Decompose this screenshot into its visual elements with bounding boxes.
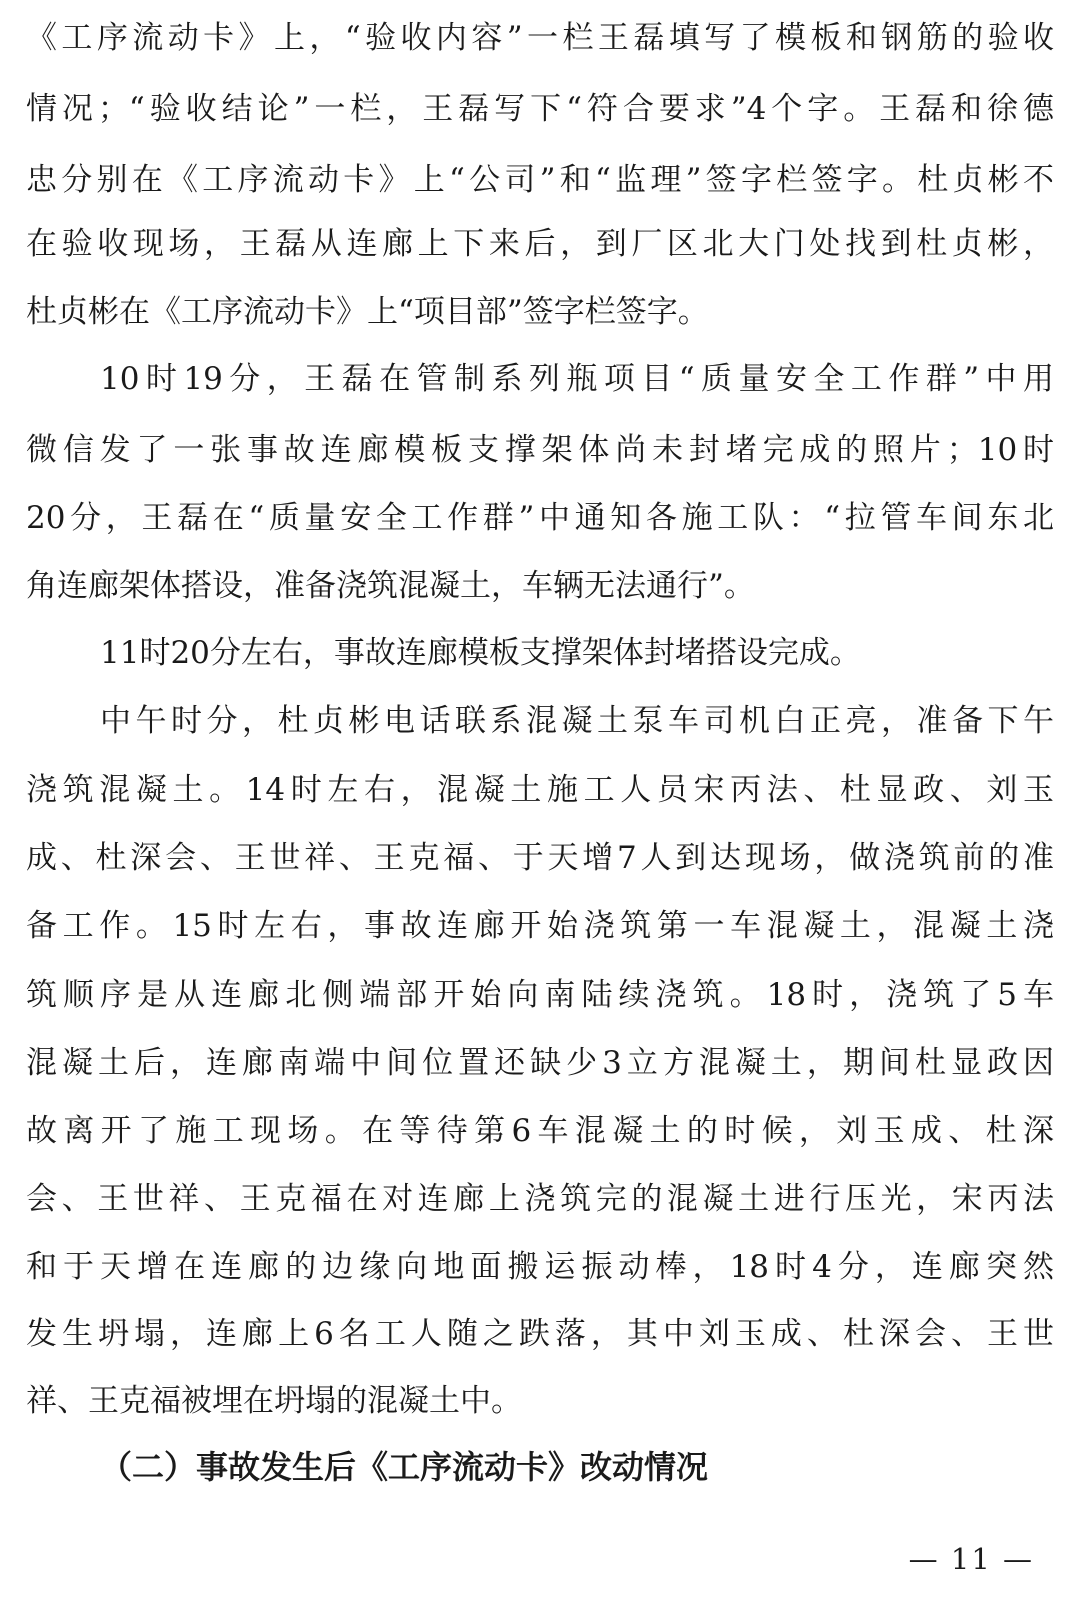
text-line: 备工作。15时左右，事故连廊开始浇筑第一车混凝土，混凝土浇 xyxy=(26,908,1054,944)
text-line: 11时20分左右，事故连廊模板支撑架体封堵搭设完成。 xyxy=(100,635,861,671)
text-line: 10时19分，王磊在管制系列瓶项目“质量安全工作群”中用 xyxy=(100,361,1054,397)
text-line: 故离开了施工现场。在等待第6车混凝土的时候，刘玉成、杜深 xyxy=(26,1113,1054,1149)
page-number: — 11 — xyxy=(908,1542,1034,1576)
text-line: 成、杜深会、王世祥、王克福、于天增7人到达现场，做浇筑前的准 xyxy=(26,840,1054,876)
text-line: 祥、王克福被埋在坍塌的混凝土中。 xyxy=(26,1383,522,1419)
text-line: 混凝土后，连廊南端中间位置还缺少3立方混凝土，期间杜显政因 xyxy=(26,1045,1054,1081)
text-line: 浇筑混凝土。14时左右，混凝土施工人员宋丙法、杜显政、刘玉 xyxy=(26,772,1054,808)
text-line: 微信发了一张事故连廊模板支撑架体尚未封堵完成的照片；10时 xyxy=(26,432,1054,468)
text-line: 会、王世祥、王克福在对连廊上浇筑完的混凝土进行压光，宋丙法 xyxy=(26,1181,1054,1217)
text-line: 角连廊架体搭设，准备浇筑混凝土，车辆无法通行”。 xyxy=(26,568,755,604)
text-line: 杜贞彬在《工序流动卡》上“项目部”签字栏签字。 xyxy=(26,294,709,330)
text-line: 情况；“验收结论”一栏，王磊写下“符合要求”4个字。王磊和徐德 xyxy=(26,91,1054,127)
text-line: 筑顺序是从连廊北侧端部开始向南陆续浇筑。18时，浇筑了5车 xyxy=(26,977,1054,1013)
section-heading: （二）事故发生后《工序流动卡》改动情况 xyxy=(100,1448,709,1486)
text-line: 发生坍塌，连廊上6名工人随之跌落，其中刘玉成、杜深会、王世 xyxy=(26,1316,1054,1352)
text-line: 和于天增在连廊的边缘向地面搬运振动棒，18时4分，连廊突然 xyxy=(26,1249,1054,1285)
text-line: 忠分别在《工序流动卡》上“公司”和“监理”签字栏签字。杜贞彬不 xyxy=(26,162,1054,198)
text-line: 《工序流动卡》上，“验收内容”一栏王磊填写了模板和钢筋的验收 xyxy=(26,20,1054,56)
text-line: 20分，王磊在“质量安全工作群”中通知各施工队：“拉管车间东北 xyxy=(26,500,1054,536)
text-line: 在验收现场，王磊从连廊上下来后，到厂区北大门处找到杜贞彬， xyxy=(26,226,1054,262)
text-line: 中午时分，杜贞彬电话联系混凝土泵车司机白正亮，准备下午 xyxy=(100,703,1054,739)
